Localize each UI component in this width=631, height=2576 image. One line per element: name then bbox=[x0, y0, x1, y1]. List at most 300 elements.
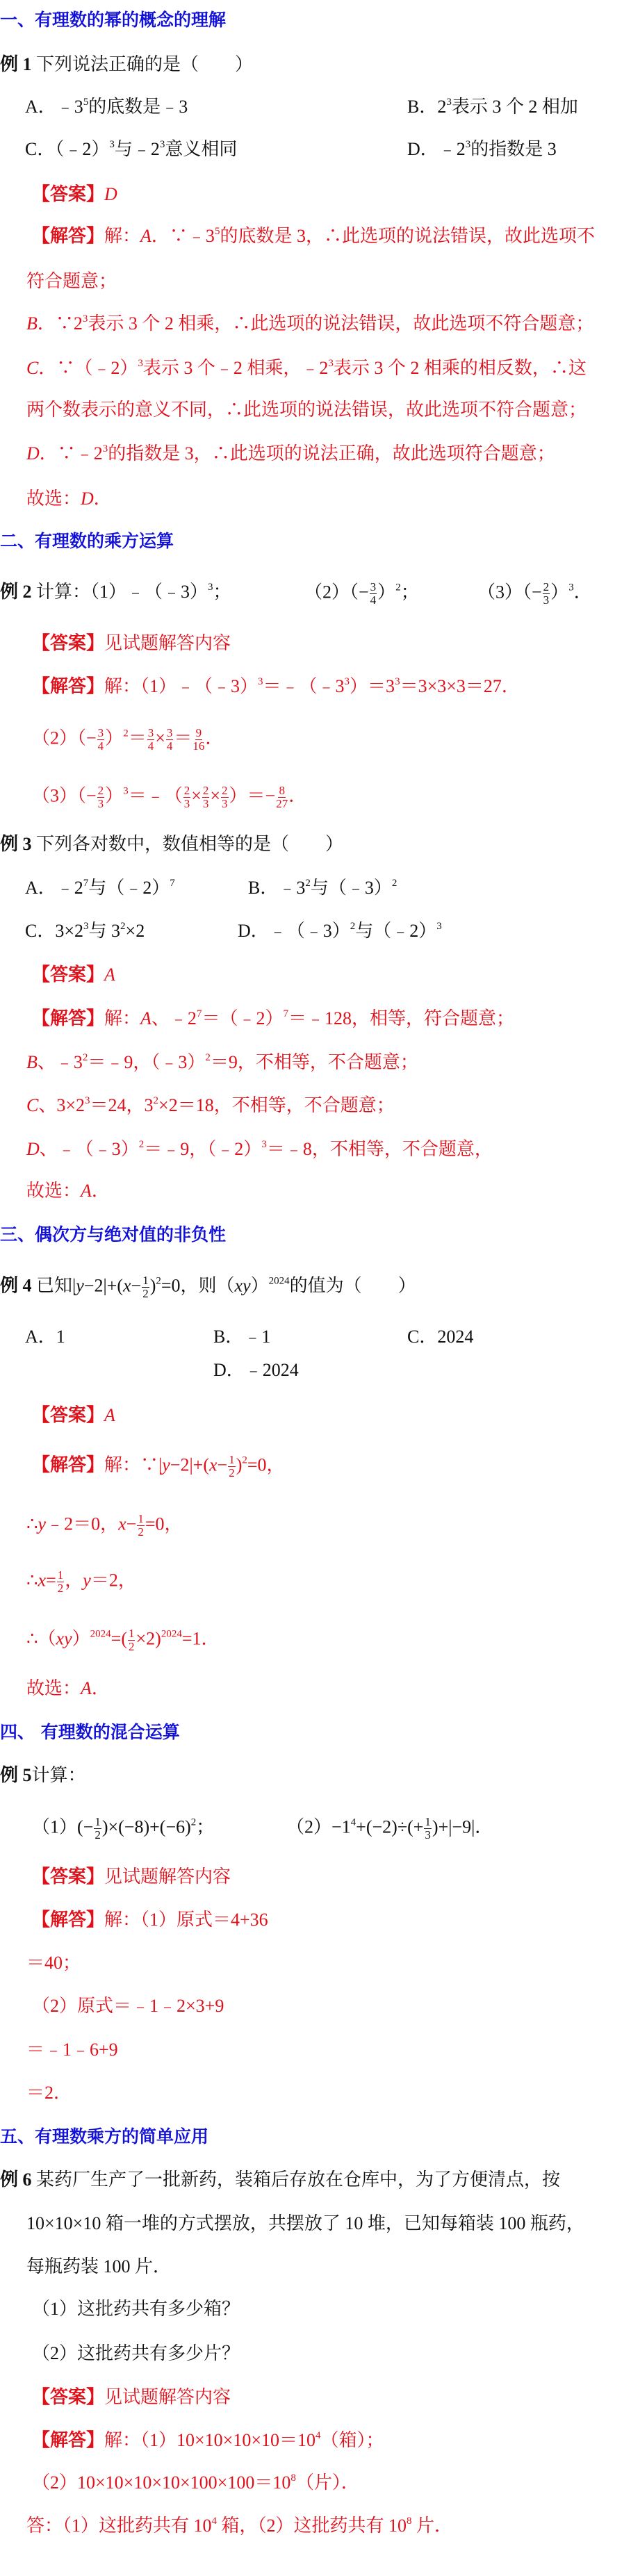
superscript: 3 bbox=[465, 139, 471, 150]
superscript: 3 bbox=[344, 676, 350, 687]
solution-step bbox=[26, 443, 555, 465]
text-run: ．∵2 bbox=[37, 313, 83, 334]
example-label: 例 4 bbox=[0, 1275, 32, 1296]
fraction-denominator: 4 bbox=[370, 593, 377, 607]
example-label: 例 3 bbox=[0, 834, 32, 854]
text-run: 箱，（2）这批药共有 10 bbox=[217, 2516, 407, 2536]
text-run: ＝24，3 bbox=[90, 1095, 154, 1115]
text-run: 两个数表示的意义不同，∴此选项的说法错误，故此选项不符合题意； bbox=[26, 400, 587, 420]
fraction bbox=[370, 581, 377, 607]
solution-line bbox=[32, 1453, 285, 1479]
math-variable: A bbox=[81, 1181, 92, 1201]
solution-line bbox=[32, 1008, 514, 1030]
text-run: D．﹣2024 bbox=[213, 1360, 299, 1380]
math-variable: x bbox=[122, 1275, 131, 1296]
text-run: 的底数是﹣3 bbox=[88, 97, 188, 117]
question-text bbox=[0, 833, 343, 855]
text-run: ×2) bbox=[136, 1628, 161, 1649]
solution-step bbox=[26, 2082, 72, 2104]
text-run: =0， bbox=[247, 1454, 285, 1475]
text-run: 已知| bbox=[31, 1275, 76, 1296]
superscript: 2 bbox=[350, 921, 356, 932]
fraction-numerator: 2 bbox=[202, 784, 209, 797]
solution-step bbox=[26, 313, 593, 335]
superscript: 2 bbox=[391, 878, 398, 889]
fraction-numerator: 1 bbox=[138, 1512, 144, 1525]
text-run: ． bbox=[91, 1678, 110, 1698]
math-variable: y bbox=[38, 1513, 47, 1534]
text-run: =1． bbox=[181, 1628, 220, 1649]
text-run: ）＝− bbox=[229, 785, 276, 806]
fraction-denominator: 27 bbox=[276, 797, 288, 810]
fraction-denominator: 3 bbox=[543, 593, 550, 607]
options-row bbox=[0, 1815, 631, 1841]
option-choice bbox=[238, 920, 442, 942]
text-run: ＝﹣1﹣6+9 bbox=[26, 2040, 118, 2060]
fraction-numerator: 2 bbox=[97, 784, 104, 797]
math-variable: A bbox=[140, 226, 151, 246]
text-run: ） bbox=[105, 785, 124, 806]
text-run: 与（﹣2） bbox=[88, 878, 170, 898]
fraction-denominator: 2 bbox=[229, 1466, 235, 1479]
text-run: ＝﹣9，（﹣2） bbox=[144, 1139, 262, 1159]
fraction-numerator: 1 bbox=[95, 1815, 101, 1828]
fraction-denominator: 3 bbox=[202, 797, 209, 810]
question-text bbox=[32, 2343, 240, 2365]
superscript: 3 bbox=[436, 921, 442, 932]
fraction bbox=[228, 1454, 236, 1479]
example-label: 例 5 bbox=[0, 1765, 32, 1785]
solution-step bbox=[26, 2515, 452, 2537]
answer-tag: 【解答】 bbox=[32, 226, 105, 246]
text-run: ×2 bbox=[125, 921, 145, 941]
text-run: 下列各对数中，数值相等的是（ ） bbox=[31, 834, 344, 854]
solution-step bbox=[26, 270, 117, 293]
text-run: ＝（﹣2） bbox=[202, 1008, 284, 1028]
solution-step bbox=[26, 1051, 418, 1074]
fraction-numerator: 1 bbox=[128, 1627, 135, 1640]
fraction-numerator: 8 bbox=[279, 784, 285, 797]
solution-step bbox=[26, 1512, 183, 1539]
text-run: A．﹣2 bbox=[25, 878, 83, 898]
answer-tag: 【答案】 bbox=[32, 965, 105, 985]
text-run: 的底数是 3，∴此选项的说法错误，故此选项不 bbox=[220, 226, 595, 246]
text-run: 见试题解答内容 bbox=[104, 2387, 231, 2407]
math-variable: xy bbox=[234, 1275, 251, 1296]
text-run: ＝2， bbox=[90, 1570, 136, 1591]
sub-question bbox=[477, 581, 592, 607]
text-run: − bbox=[217, 1454, 228, 1475]
text-run: 、3×2 bbox=[38, 1095, 85, 1115]
text-run: 故选： bbox=[26, 489, 81, 509]
fraction-numerator: 2 bbox=[183, 784, 190, 797]
text-run: 片． bbox=[411, 2516, 453, 2536]
superscript: 2024 bbox=[90, 1628, 111, 1640]
text-run: ） bbox=[105, 728, 124, 748]
text-run: ＝﹣9，（﹣3） bbox=[88, 1052, 206, 1072]
superscript: 8 bbox=[290, 2472, 296, 2484]
solution-step bbox=[26, 1627, 220, 1653]
text-run: −2|+( bbox=[83, 1275, 123, 1296]
fraction-denominator: 2 bbox=[138, 1525, 144, 1539]
superscript: 2 bbox=[205, 1052, 211, 1063]
option-choice bbox=[286, 1816, 493, 1841]
text-run: = bbox=[46, 1570, 56, 1591]
fraction-denominator: 2 bbox=[95, 1828, 101, 1841]
text-run: × bbox=[155, 728, 165, 748]
option-choice bbox=[32, 1816, 214, 1841]
text-run: 的指数是 3，∴此选项的说法正确，故此选项符合题意； bbox=[108, 443, 555, 463]
solution-line bbox=[32, 1909, 268, 1931]
text-run: −2|+( bbox=[170, 1454, 209, 1475]
text-run: 二、有理数的乘方运算 bbox=[0, 531, 174, 551]
math-variable: D bbox=[26, 443, 40, 463]
answer-tag: 【答案】 bbox=[32, 1867, 105, 1887]
fraction-denominator: 4 bbox=[166, 739, 173, 753]
solution-step bbox=[32, 1995, 224, 2017]
text-run: （3）（− bbox=[32, 785, 97, 806]
text-run: 解：∵| bbox=[104, 1454, 163, 1475]
question-text bbox=[26, 2256, 171, 2278]
text-run: 与﹣2 bbox=[114, 139, 160, 159]
text-run: 与 3 bbox=[88, 921, 121, 941]
answer-line bbox=[32, 632, 231, 655]
text-run: （2）（− bbox=[32, 728, 97, 748]
superscript: 3 bbox=[258, 676, 263, 687]
fraction-denominator: 3 bbox=[97, 797, 104, 810]
option-choice bbox=[25, 138, 237, 161]
text-run: 10×10×10 箱一堆的方式摆放，共摆放了 10 堆，已知每箱装 100 瓶药， bbox=[26, 2213, 584, 2233]
text-run: B．2 bbox=[407, 97, 447, 117]
text-run: 答：（1）这批药共有 10 bbox=[26, 2516, 212, 2536]
fraction-numerator: 2 bbox=[222, 784, 228, 797]
fraction-numerator: 3 bbox=[370, 580, 377, 593]
option-choice bbox=[25, 96, 188, 118]
answer-line bbox=[32, 183, 117, 206]
answer-line bbox=[32, 2386, 231, 2409]
text-run: )+|−9|． bbox=[432, 1816, 493, 1837]
text-run: B．﹣1 bbox=[213, 1327, 271, 1347]
text-run: ， bbox=[65, 1570, 83, 1591]
solution-step bbox=[26, 1677, 110, 1700]
text-run: ） bbox=[550, 582, 569, 602]
solution-step bbox=[26, 2039, 118, 2061]
options-row bbox=[0, 138, 631, 161]
superscript: 5 bbox=[214, 226, 220, 237]
fraction bbox=[424, 1816, 432, 1841]
text-run: 表示 3 个 2 相加 bbox=[451, 97, 578, 117]
options-row bbox=[0, 877, 631, 899]
text-run: 与（﹣3） bbox=[310, 878, 392, 898]
text-run: （3）（− bbox=[477, 582, 542, 602]
math-variable: xy bbox=[56, 1628, 72, 1649]
superscript: 5 bbox=[83, 97, 89, 108]
solution-line bbox=[32, 675, 520, 698]
answer-line bbox=[32, 1404, 115, 1427]
superscript: 2 bbox=[242, 1454, 247, 1466]
superscript: 7 bbox=[83, 878, 89, 889]
fraction-numerator: 3 bbox=[97, 726, 104, 739]
text-run: − bbox=[131, 1275, 142, 1296]
superscript: 2 bbox=[395, 582, 401, 593]
fraction bbox=[276, 785, 288, 810]
text-run: 表示 3 个 2 相乘，∴此选项的说法错误，故此选项不符合题意； bbox=[88, 313, 594, 334]
answer-tag: 【答案】 bbox=[32, 184, 105, 204]
answer-line bbox=[32, 1866, 231, 1888]
text-run: 解：（1）10×10×10×10＝10 bbox=[104, 2430, 316, 2450]
text-run: − bbox=[126, 1513, 137, 1534]
math-variable: x bbox=[38, 1570, 47, 1591]
text-run: ．∵﹣3 bbox=[151, 226, 215, 246]
fraction bbox=[94, 1816, 101, 1841]
answer-tag: 【解答】 bbox=[32, 676, 105, 696]
options-row bbox=[0, 920, 631, 942]
math-variable: y bbox=[83, 1570, 91, 1591]
section-heading bbox=[0, 9, 226, 31]
text-run: （2）10×10×10×10×100×100＝10 bbox=[32, 2472, 291, 2493]
text-run: ．∵（﹣2） bbox=[38, 358, 138, 378]
text-run: ＝﹣8，不相等，不合题意， bbox=[266, 1139, 493, 1159]
text-run: 四、 有理数的混合运算 bbox=[0, 1722, 180, 1742]
fraction-denominator: 3 bbox=[183, 797, 190, 810]
fraction-numerator: 1 bbox=[142, 1274, 149, 1287]
text-run: ＝40； bbox=[26, 1953, 81, 1973]
text-run: 与（﹣2） bbox=[355, 921, 437, 941]
fraction bbox=[221, 785, 229, 810]
option-choice bbox=[25, 877, 175, 899]
answer-tag: 【答案】 bbox=[32, 2387, 105, 2407]
option-choice bbox=[407, 1326, 473, 1348]
fraction bbox=[57, 1569, 65, 1595]
superscript: 8 bbox=[407, 2516, 412, 2527]
math-variable: D bbox=[104, 184, 117, 204]
option-choice bbox=[407, 96, 578, 118]
solution-step bbox=[32, 2472, 359, 2494]
text-run: ＝9，不相等，不合题意； bbox=[210, 1052, 418, 1072]
math-variable: A bbox=[81, 1678, 92, 1698]
question-text bbox=[26, 2213, 584, 2235]
text-run: 、﹣2 bbox=[151, 1008, 197, 1028]
fraction bbox=[147, 727, 155, 753]
fraction-numerator: 1 bbox=[229, 1453, 235, 1466]
question-text bbox=[0, 580, 631, 607]
section-heading bbox=[0, 1224, 226, 1246]
option-choice bbox=[25, 1326, 65, 1348]
superscript: 3 bbox=[109, 139, 115, 150]
text-run: 的指数是 3 bbox=[470, 139, 557, 159]
superscript: 3 bbox=[446, 97, 452, 108]
superscript: 3 bbox=[123, 785, 129, 797]
text-run: ＝﹣（ bbox=[128, 785, 183, 806]
text-run: 解：（1）原式＝4+36 bbox=[104, 1910, 268, 1930]
solution-line bbox=[32, 2429, 384, 2452]
superscript: 2 bbox=[156, 1275, 161, 1287]
text-run: 的值为（ ） bbox=[289, 1275, 416, 1296]
superscript: 3 bbox=[83, 921, 89, 932]
text-run: ∴ bbox=[26, 1570, 38, 1591]
math-variable: x bbox=[118, 1513, 126, 1534]
options-row bbox=[0, 96, 631, 118]
superscript: 3 bbox=[328, 358, 334, 369]
math-variable: C bbox=[26, 358, 39, 378]
text-run: ∴（ bbox=[26, 1628, 56, 1649]
fraction-denominator: 2 bbox=[142, 1287, 149, 1300]
text-run: ＝﹣（﹣3 bbox=[263, 676, 345, 696]
math-variable: D bbox=[81, 489, 94, 509]
text-run: +(−2)÷(+ bbox=[356, 1816, 424, 1837]
option-choice bbox=[213, 1326, 270, 1348]
section-heading bbox=[0, 2126, 208, 2148]
question-text bbox=[32, 2298, 240, 2320]
math-variable: B bbox=[26, 1052, 38, 1072]
text-run: A．﹣3 bbox=[25, 97, 83, 117]
fraction-numerator: 3 bbox=[166, 726, 173, 739]
fraction-numerator: 9 bbox=[195, 726, 202, 739]
solution-step bbox=[26, 1568, 136, 1595]
text-run: 符合题意； bbox=[26, 271, 117, 291]
superscript: 4 bbox=[350, 1816, 357, 1828]
math-variable: y bbox=[76, 1275, 84, 1296]
superscript: 7 bbox=[283, 1008, 288, 1019]
text-run: 解： bbox=[104, 226, 141, 246]
text-run: ) bbox=[236, 1454, 243, 1475]
fraction bbox=[142, 1274, 149, 1300]
answer-tag: 【解答】 bbox=[32, 1454, 105, 1475]
superscript: 3 bbox=[395, 676, 400, 687]
question-text bbox=[0, 1274, 416, 1300]
fraction-denominator: 2 bbox=[57, 1582, 64, 1595]
math-variable: C bbox=[26, 1095, 39, 1115]
answer-tag: 【答案】 bbox=[32, 1405, 105, 1425]
superscript: 3 bbox=[159, 139, 165, 150]
text-run: ； bbox=[400, 582, 419, 602]
superscript: 2 bbox=[120, 921, 126, 932]
option-choice bbox=[248, 877, 397, 899]
text-run: ＝ bbox=[174, 728, 192, 748]
text-run: ) bbox=[149, 1275, 156, 1296]
text-run: ） bbox=[250, 1275, 269, 1296]
text-run: ． bbox=[288, 785, 307, 806]
fraction bbox=[137, 1513, 145, 1539]
text-run: ） bbox=[377, 582, 396, 602]
text-run: 计算：（1）﹣（﹣3） bbox=[31, 582, 208, 602]
superscript: 7 bbox=[196, 1008, 202, 1019]
text-run: ） bbox=[72, 1628, 90, 1649]
text-run: （箱）； bbox=[320, 2430, 384, 2450]
math-variable: y bbox=[162, 1454, 170, 1475]
fraction-numerator: 3 bbox=[147, 726, 154, 739]
text-run: （2）这批药共有多少片？ bbox=[32, 2343, 240, 2363]
option-choice bbox=[25, 920, 145, 942]
math-variable: A bbox=[104, 965, 115, 985]
solution-step bbox=[26, 1138, 493, 1160]
example-label: 例 6 bbox=[0, 2169, 32, 2190]
example-label: 例 2 bbox=[0, 582, 32, 602]
text-run: D．﹣2 bbox=[407, 139, 466, 159]
sub-question bbox=[304, 581, 419, 607]
superscript: 3 bbox=[82, 313, 88, 325]
example-label: 例 1 bbox=[0, 54, 32, 74]
text-run: ∴ bbox=[26, 1513, 38, 1534]
fraction bbox=[183, 785, 191, 810]
text-run: 某药厂生产了一批新药，装箱后存放在仓库中，为了方便清点，按 bbox=[31, 2169, 561, 2190]
solution-step bbox=[26, 488, 112, 510]
sub-question bbox=[0, 581, 231, 603]
superscript: 4 bbox=[316, 2430, 321, 2441]
superscript: 3 bbox=[568, 582, 574, 593]
text-run: ＝3×3×3＝27． bbox=[400, 676, 520, 696]
text-run: 三、偶次方与绝对值的非负性 bbox=[0, 1224, 227, 1245]
fraction bbox=[543, 581, 550, 607]
superscript: 2 bbox=[153, 1095, 159, 1106]
text-run: )×(−8)+(−6) bbox=[101, 1816, 191, 1837]
text-run: × bbox=[210, 785, 221, 806]
fraction-numerator: 1 bbox=[57, 1568, 64, 1582]
text-run: C．3×2 bbox=[25, 921, 84, 941]
math-variable: A bbox=[140, 1008, 151, 1028]
fraction-denominator: 4 bbox=[97, 739, 104, 753]
solution-step bbox=[26, 357, 587, 379]
text-run: B．﹣3 bbox=[248, 878, 306, 898]
text-run: 每瓶药装 100 片． bbox=[26, 2256, 172, 2276]
superscript: 3 bbox=[261, 1139, 267, 1150]
solution-step bbox=[26, 1952, 81, 1974]
text-run: 、﹣（﹣3） bbox=[39, 1139, 139, 1159]
solution-line bbox=[32, 225, 595, 247]
superscript: 3 bbox=[208, 582, 213, 593]
text-run: （片）． bbox=[295, 2472, 359, 2493]
fraction-denominator: 2 bbox=[128, 1640, 135, 1653]
text-run: ）＝3 bbox=[350, 676, 395, 696]
superscript: 2 bbox=[123, 728, 129, 739]
text-run: 表示 3 个 2 相乘的相反数，∴这 bbox=[333, 358, 587, 378]
question-text bbox=[0, 2169, 560, 2191]
fraction-denominator: 3 bbox=[222, 797, 228, 810]
answer-tag: 【解答】 bbox=[32, 1008, 105, 1028]
text-run: （2）（− bbox=[304, 582, 369, 602]
fraction bbox=[192, 727, 204, 753]
solution-step bbox=[32, 726, 224, 753]
text-run: （2）−1 bbox=[286, 1816, 351, 1837]
superscript: 2 bbox=[190, 1816, 197, 1828]
superscript: 2 bbox=[138, 1139, 145, 1150]
text-run: ．∵﹣2 bbox=[39, 443, 103, 463]
text-run: C．（﹣2） bbox=[25, 139, 110, 159]
fraction-denominator: 16 bbox=[192, 739, 205, 753]
superscript: 2 bbox=[82, 1052, 88, 1063]
text-run: ＝2． bbox=[26, 2083, 72, 2103]
fraction-denominator: 3 bbox=[425, 1828, 431, 1841]
superscript: 3 bbox=[138, 358, 143, 369]
fraction bbox=[97, 785, 105, 810]
text-run: ＝﹣128，相等，符合题意； bbox=[288, 1008, 514, 1028]
solution-step bbox=[32, 784, 307, 810]
question-text bbox=[0, 54, 253, 76]
superscript: 2024 bbox=[268, 1275, 290, 1287]
text-run: ． bbox=[573, 582, 592, 602]
text-run: C．2024 bbox=[407, 1327, 474, 1347]
option-choice bbox=[407, 138, 557, 161]
text-run: A．1 bbox=[25, 1327, 65, 1347]
text-run: =0， bbox=[145, 1513, 183, 1534]
text-run: ． bbox=[205, 728, 224, 748]
text-run: =0，则（ bbox=[161, 1275, 235, 1296]
answer-line bbox=[32, 964, 115, 986]
fraction bbox=[166, 727, 174, 753]
section-heading bbox=[0, 530, 174, 552]
superscript: 7 bbox=[170, 878, 175, 889]
text-run: 意义相同 bbox=[165, 139, 238, 159]
